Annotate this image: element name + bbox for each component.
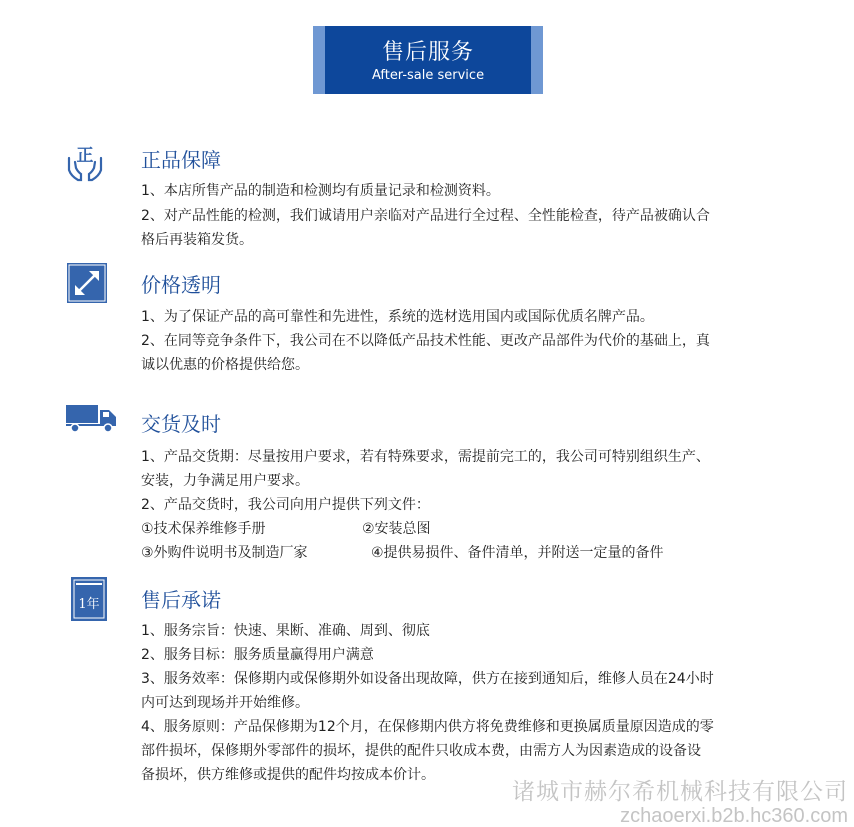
doc-item: ①技术保养维修手册: [141, 521, 266, 537]
section-line: 诚以优惠的价格提供给您。: [141, 357, 309, 373]
genuine-hands-icon: [66, 140, 104, 182]
section-line: 部件损坏，保修期外零部件的损坏，提供的配件只收成本费，由需方人为因素造成的设备设: [141, 743, 701, 759]
section-title-delivery: 交货及时: [141, 412, 221, 436]
one-year-badge-icon: [71, 577, 107, 621]
doc-item: ③外购件说明书及制造厂家: [141, 545, 308, 561]
section-title-price: 价格透明: [141, 273, 221, 297]
svg-text:1年: 1年: [78, 597, 100, 612]
section-line: 格后再装箱发货。: [141, 232, 253, 248]
section-title-promise: 售后承诺: [141, 588, 221, 612]
section-line: 安装，力争满足用户要求。: [141, 473, 309, 489]
section-line: 内可达到现场并开始维修。: [141, 695, 309, 711]
header-banner: [313, 26, 543, 94]
section-line: 2、产品交货时，我公司向用户提供下列文件：: [141, 497, 430, 513]
watermark: [512, 777, 848, 827]
section-line: 1、为了保证产品的高可靠性和先进性，系统的选材选用国内或国际优质名牌产品。: [141, 309, 654, 325]
section-line: 4、服务原则：产品保修期为12个月，在保修期内供方将免费维修和更换属质量原因造成的零: [141, 719, 714, 735]
section-title-genuine: 正品保障: [141, 148, 221, 172]
doc-item: ④提供易损件、备件清单，并附送一定量的备件: [371, 545, 664, 561]
section-line: 1、服务宗旨：快速、果断、准确、周到、彻底: [141, 623, 430, 639]
page-subtitle: After-sale service: [371, 68, 485, 83]
section-line: 2、服务目标：服务质量赢得用户满意: [141, 647, 374, 663]
header-banner-inner: [325, 26, 531, 94]
watermark-url: zchaoerxi.b2b.hc360.com: [620, 805, 848, 827]
section-line: 1、产品交货期：尽量按用户要求，若有特殊要求，需提前完工的，我公司可特别组织生产、: [141, 449, 710, 465]
section-line: 备损坏，供方维修或提供的配件均按成本价计。: [141, 767, 435, 783]
delivery-truck-icon: [66, 403, 118, 433]
section-line: 2、在同等竞争条件下，我公司在不以降低产品技术性能、更改产品部件为代价的基础上，真: [141, 333, 710, 349]
section-line: 1、本店所售产品的制造和检测均有质量记录和检测资料。: [141, 183, 500, 199]
section-line: 2、对产品性能的检测，我们诚请用户亲临对产品进行全过程、全性能检查，待产品被确认合: [141, 208, 710, 224]
doc-item: ②安装总图: [362, 521, 431, 537]
page-title: 售后服务: [381, 40, 474, 65]
expand-arrow-icon: [67, 263, 107, 303]
section-line: 3、服务效率：保修期内或保修期外如设备出现故障，供方在接到通知后，维修人员在24小时: [141, 671, 714, 687]
svg-text:正: 正: [76, 146, 94, 166]
watermark-company: 诸城市赫尔希机械科技有限公司: [512, 778, 848, 804]
